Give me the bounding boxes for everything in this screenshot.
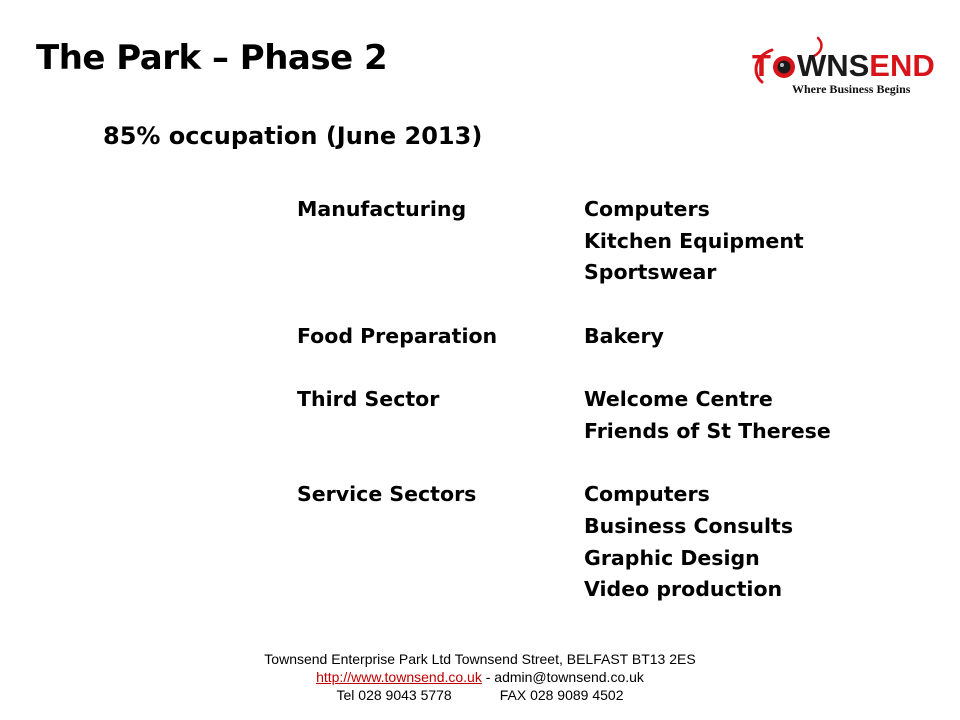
sector-item: Friends of St Therese — [584, 418, 831, 443]
sector-name: Service Sectors — [297, 482, 477, 507]
footer-address: Townsend Enterprise Park Ltd Townsend Street, BELFAST BT13 2ES — [264, 651, 696, 667]
occupation-subtitle: 85% occupation (June 2013) — [103, 122, 483, 150]
logo-word-start: T — [752, 48, 771, 83]
footer-email: - admin@townsend.co.uk — [481, 669, 644, 685]
sector-items — [584, 384, 831, 447]
sector-item: Kitchen Equipment — [584, 228, 804, 253]
sector-group-manufacturing — [297, 194, 917, 289]
sector-name: Third Sector — [297, 387, 440, 412]
sector-item: Welcome Centre — [584, 387, 773, 412]
sector-group-third-sector — [297, 384, 917, 447]
sector-name: Food Preparation — [297, 323, 498, 348]
footer-fax: FAX 028 9089 4502 — [499, 687, 624, 703]
sector-item: Graphic Design — [584, 545, 760, 570]
sector-items — [584, 194, 804, 289]
townsend-logo — [748, 34, 935, 106]
sector-name: Manufacturing — [297, 197, 467, 221]
website-link[interactable]: http://www.townsend.co.uk — [316, 669, 482, 685]
sector-item: Bakery — [584, 323, 664, 348]
sector-item: Computers — [584, 197, 710, 221]
sector-list — [297, 194, 917, 606]
logo-ball-icon — [772, 51, 796, 77]
sector-items — [584, 479, 793, 606]
sector-item: Sportswear — [584, 260, 717, 285]
sector-item: Business Consults — [584, 513, 794, 538]
sector-item: Computers — [584, 482, 710, 507]
sector-items — [584, 321, 664, 353]
logo-tagline: Where Business Begins — [792, 82, 911, 96]
sector-item: Video production — [584, 577, 783, 602]
footer-contact-line — [0, 668, 960, 686]
sector-group-service-sectors — [297, 479, 917, 606]
footer — [0, 650, 960, 704]
logo-word-mid: WNS — [796, 48, 870, 83]
sector-group-food-preparation — [297, 321, 917, 353]
slide-title: The Park – Phase 2 — [36, 38, 388, 78]
logo-wordmark — [752, 48, 935, 84]
logo-word-end: END — [869, 48, 935, 83]
footer-tel: Tel 028 9043 5778 — [336, 687, 452, 703]
footer-phone-line — [0, 686, 960, 704]
